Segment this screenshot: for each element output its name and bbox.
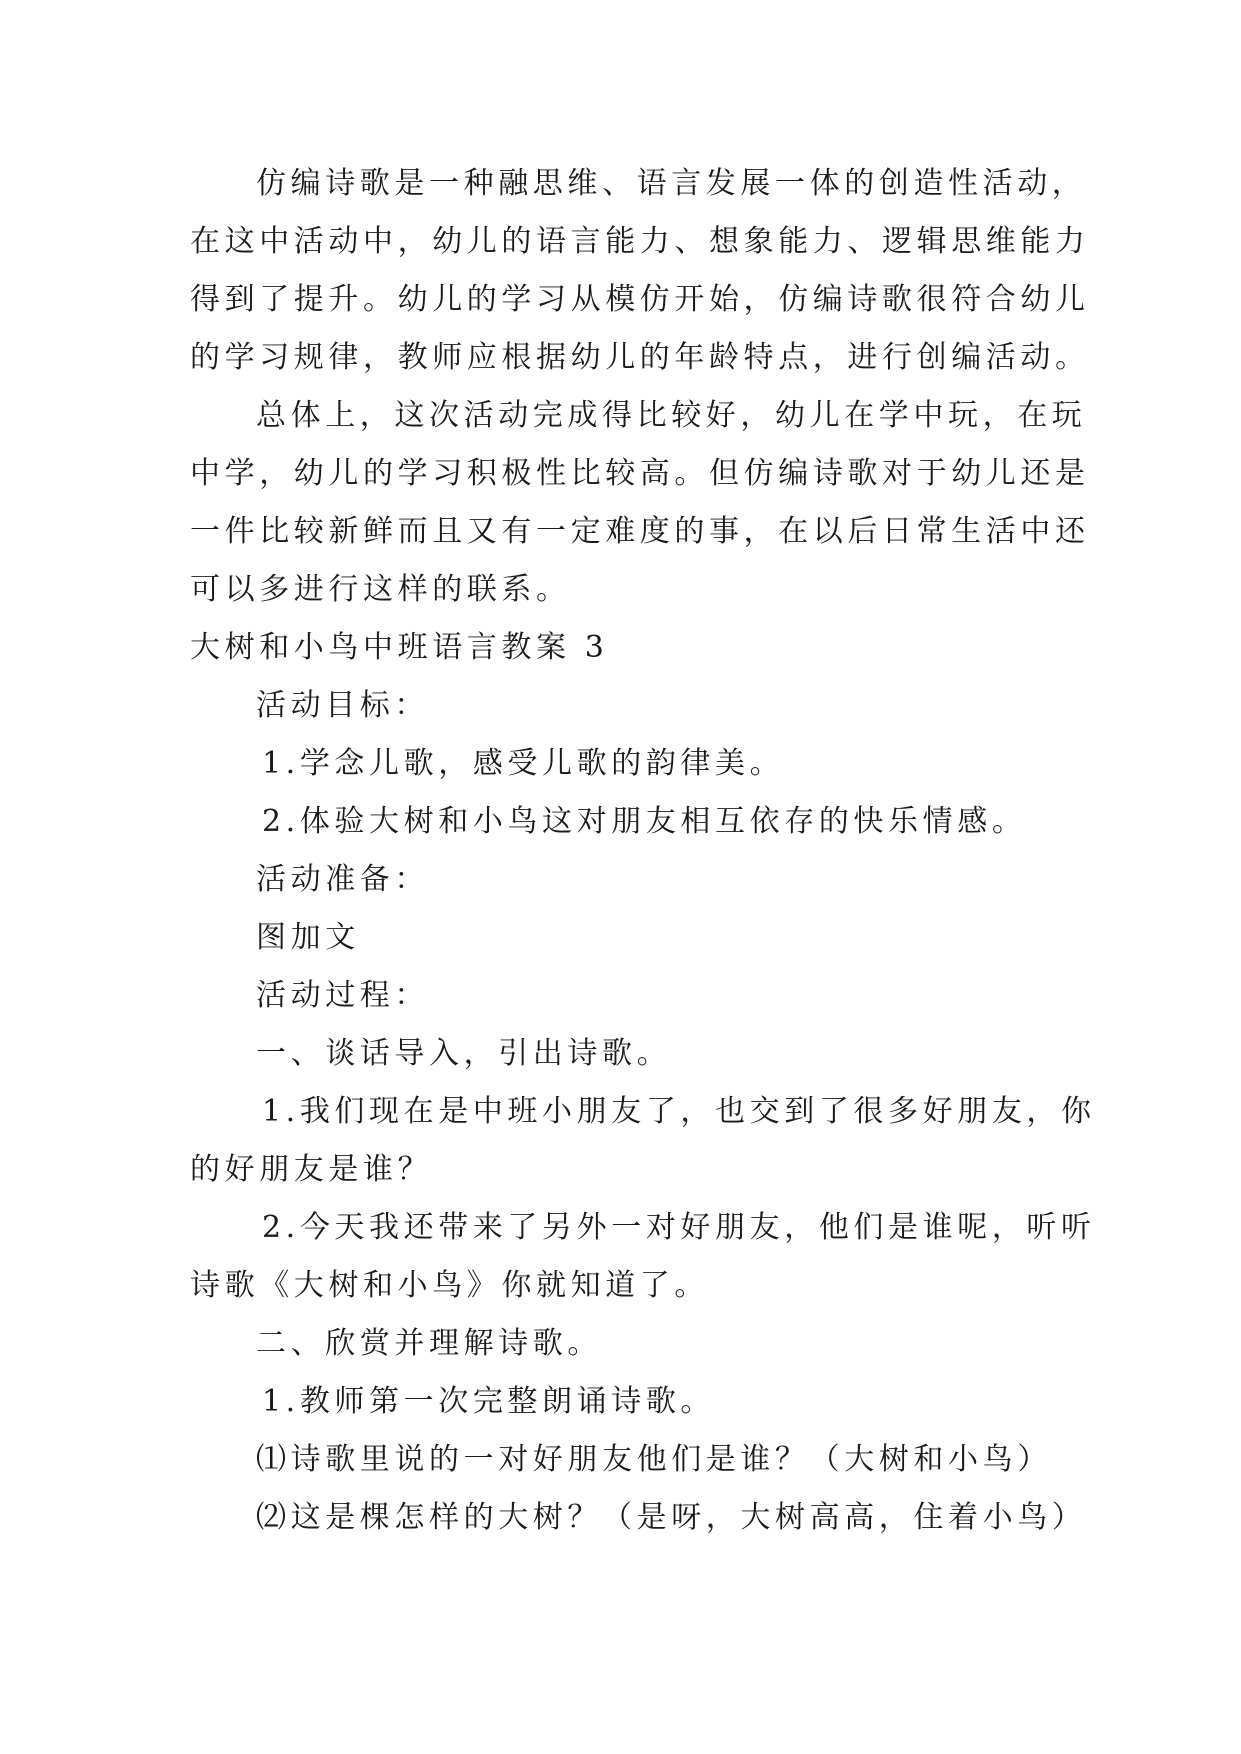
paragraph-line: 的学习规律，教师应根据幼儿的年龄特点，进行创编活动。	[190, 340, 1090, 375]
paragraph-line: 仿编诗歌是一种融思维、语言发展一体的创造性活动，	[256, 166, 1087, 201]
heading-activity-prep: 活动准备：	[256, 862, 429, 897]
list-item: 1.教师第一次完整朗诵诗歌。	[262, 1384, 716, 1419]
paragraph-line: 诗歌《大树和小鸟》你就知道了。	[190, 1268, 709, 1303]
paragraph-line: 在这中活动中，幼儿的语言能力、想象能力、逻辑思维能力	[190, 224, 1090, 259]
paragraph-line: 一件比较新鲜而且又有一定难度的事，在以后日常生活中还	[190, 514, 1090, 549]
list-item: 2.今天我还带来了另外一对好朋友，他们是谁呢，听听	[262, 1210, 1096, 1245]
section-title: 大树和小鸟中班语言教案 3	[190, 630, 609, 665]
list-item: 1.学念儿歌，感受儿歌的韵律美。	[262, 746, 785, 781]
paragraph-line: 总体上，这次活动完成得比较好，幼儿在学中玩，在玩	[256, 398, 1087, 433]
paragraph-line: 中学，幼儿的学习积极性比较高。但仿编诗歌对于幼儿还是	[190, 456, 1090, 491]
paragraph-line: 可以多进行这样的联系。	[190, 572, 571, 607]
heading-activity-goals: 活动目标：	[256, 688, 429, 723]
question-item: ⑴诗歌里说的一对好朋友他们是谁？（大树和小鸟）	[256, 1442, 1052, 1477]
paragraph-line: 的好朋友是谁？	[190, 1152, 433, 1187]
list-item: 1.我们现在是中班小朋友了，也交到了很多好朋友，你	[262, 1094, 1096, 1129]
paragraph-line: 得到了提升。幼儿的学习从模仿开始，仿编诗歌很符合幼儿	[190, 282, 1090, 317]
step-heading: 二、欣赏并理解诗歌。	[256, 1326, 602, 1361]
paragraph-line: 图加文	[256, 920, 360, 955]
heading-activity-process: 活动过程：	[256, 978, 429, 1013]
question-item: ⑵这是棵怎样的大树？（是呀，大树高高，住着小鸟）	[256, 1500, 1087, 1535]
step-heading: 一、谈话导入，引出诗歌。	[256, 1036, 672, 1071]
list-item: 2.体验大树和小鸟这对朋友相互依存的快乐情感。	[262, 804, 1027, 839]
